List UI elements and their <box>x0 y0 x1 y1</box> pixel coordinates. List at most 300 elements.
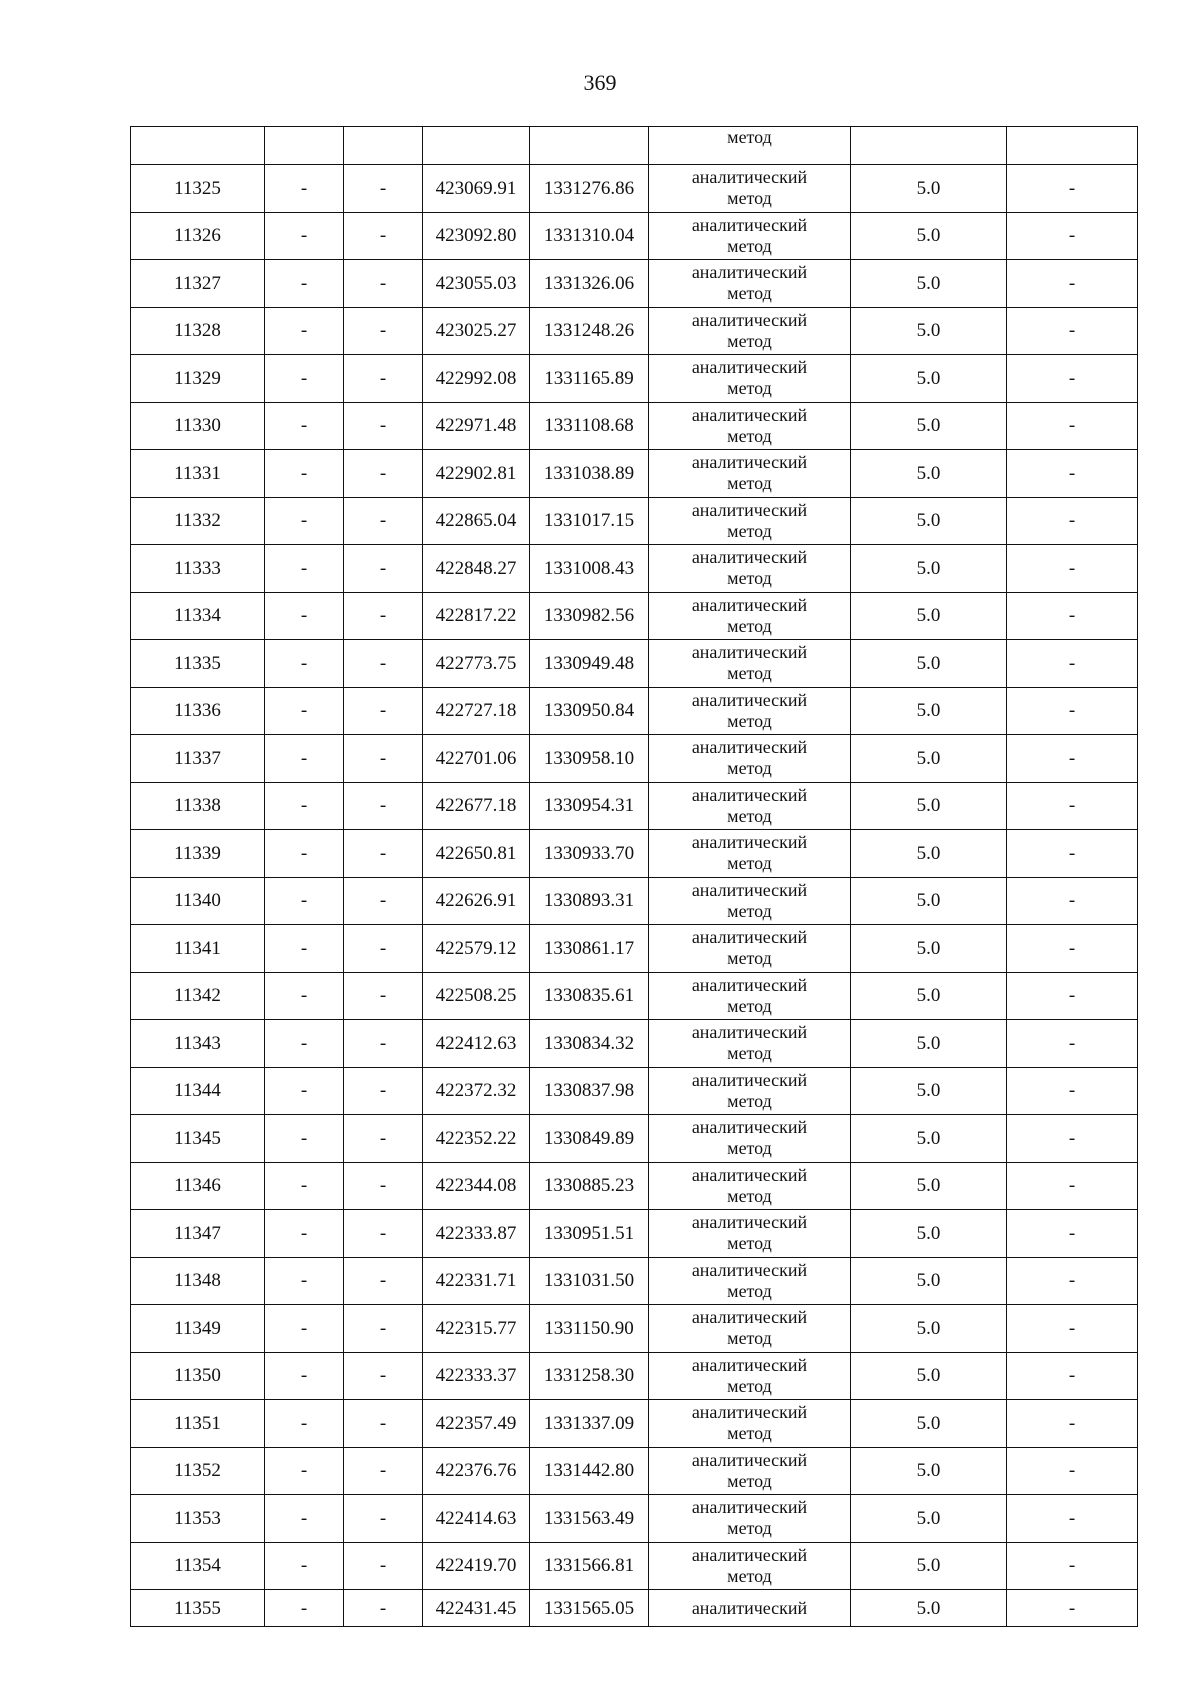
method-cell <box>649 165 851 213</box>
table-row <box>131 592 1138 640</box>
method-cell <box>649 592 851 640</box>
method-line-2: метод <box>727 378 772 399</box>
dash-cell: - <box>344 1305 423 1353</box>
x-coordinate-cell: 423069.91 <box>423 165 530 213</box>
dash-cell: - <box>1007 925 1138 973</box>
point-number-cell: 11348 <box>131 1257 265 1305</box>
table-row <box>131 165 1138 213</box>
method-cell <box>649 877 851 925</box>
x-coordinate-cell: 422992.08 <box>423 355 530 403</box>
accuracy-cell: 5.0 <box>851 1115 1007 1163</box>
method-cell <box>649 830 851 878</box>
dash-cell: - <box>344 1210 423 1258</box>
y-coordinate-cell: 1331565.05 <box>530 1590 649 1627</box>
method-cell <box>649 735 851 783</box>
y-coordinate-cell: 1331017.15 <box>530 497 649 545</box>
y-coordinate-cell: 1330982.56 <box>530 592 649 640</box>
method-line-1: аналитический <box>691 1069 808 1090</box>
x-coordinate-cell: 422650.81 <box>423 830 530 878</box>
dash-cell: - <box>344 925 423 973</box>
method-line-2: метод <box>727 1328 772 1349</box>
dash-cell: - <box>344 497 423 545</box>
method-cell <box>649 1352 851 1400</box>
x-coordinate-cell: 422971.48 <box>423 402 530 450</box>
x-coordinate-cell: 422331.71 <box>423 1257 530 1305</box>
x-coordinate-cell: 422579.12 <box>423 925 530 973</box>
table-row <box>131 1210 1138 1258</box>
dash-cell: - <box>344 1495 423 1543</box>
dash-cell: - <box>344 1115 423 1163</box>
method-line-2: метод <box>727 663 772 684</box>
table-row <box>131 1590 1138 1627</box>
x-coordinate-cell: 422727.18 <box>423 687 530 735</box>
dash-cell: - <box>344 1162 423 1210</box>
dash-cell: - <box>344 402 423 450</box>
method-line-1: аналитический <box>691 1117 808 1138</box>
y-coordinate-cell: 1330835.61 <box>530 972 649 1020</box>
accuracy-cell: 5.0 <box>851 687 1007 735</box>
method-cell <box>649 1020 851 1068</box>
dash-cell: - <box>265 307 344 355</box>
accuracy-cell: 5.0 <box>851 1305 1007 1353</box>
dash-cell: - <box>1007 1067 1138 1115</box>
table-cell <box>530 127 649 165</box>
table-row <box>131 1067 1138 1115</box>
dash-cell: - <box>344 165 423 213</box>
y-coordinate-cell: 1331566.81 <box>530 1542 649 1590</box>
method-cell <box>649 212 851 260</box>
point-number-cell: 11331 <box>131 450 265 498</box>
dash-cell: - <box>1007 1542 1138 1590</box>
dash-cell: - <box>265 1257 344 1305</box>
dash-cell: - <box>1007 1210 1138 1258</box>
accuracy-cell: 5.0 <box>851 450 1007 498</box>
dash-cell: - <box>1007 497 1138 545</box>
dash-cell: - <box>344 640 423 688</box>
point-number-cell: 11338 <box>131 782 265 830</box>
method-line-2: метод <box>727 425 772 446</box>
y-coordinate-cell: 1330933.70 <box>530 830 649 878</box>
method-cell <box>649 1495 851 1543</box>
dash-cell: - <box>1007 1162 1138 1210</box>
accuracy-cell: 5.0 <box>851 1352 1007 1400</box>
dash-cell: - <box>265 592 344 640</box>
accuracy-cell: 5.0 <box>851 830 1007 878</box>
method-cell <box>649 1257 851 1305</box>
method-cell <box>649 402 851 450</box>
coordinates-table <box>130 126 1138 1627</box>
x-coordinate-cell: 422333.37 <box>423 1352 530 1400</box>
method-cell <box>649 1115 851 1163</box>
accuracy-cell: 5.0 <box>851 355 1007 403</box>
dash-cell: - <box>265 545 344 593</box>
x-coordinate-cell: 422344.08 <box>423 1162 530 1210</box>
accuracy-cell: 5.0 <box>851 212 1007 260</box>
table-cell <box>265 127 344 165</box>
method-cell <box>649 972 851 1020</box>
y-coordinate-cell: 1330893.31 <box>530 877 649 925</box>
method-line-2: метод <box>727 758 772 779</box>
dash-cell: - <box>1007 735 1138 783</box>
accuracy-cell: 5.0 <box>851 1067 1007 1115</box>
point-number-cell: 11334 <box>131 592 265 640</box>
method-line-1: аналитический <box>691 547 808 568</box>
method-cell <box>649 355 851 403</box>
table-row <box>131 925 1138 973</box>
method-cell <box>649 1210 851 1258</box>
dash-cell: - <box>344 782 423 830</box>
table-row <box>131 545 1138 593</box>
dash-cell: - <box>344 592 423 640</box>
method-line-1: аналитический <box>691 1402 808 1423</box>
point-number-cell: 11326 <box>131 212 265 260</box>
y-coordinate-cell: 1331248.26 <box>530 307 649 355</box>
point-number-cell: 11336 <box>131 687 265 735</box>
point-number-cell: 11355 <box>131 1590 265 1627</box>
accuracy-cell: 5.0 <box>851 972 1007 1020</box>
point-number-cell: 11327 <box>131 260 265 308</box>
dash-cell: - <box>265 640 344 688</box>
table-row <box>131 1020 1138 1068</box>
dash-cell: - <box>344 687 423 735</box>
method-line-2: метод <box>727 900 772 921</box>
y-coordinate-cell: 1331337.09 <box>530 1400 649 1448</box>
x-coordinate-cell: 422431.45 <box>423 1590 530 1627</box>
accuracy-cell: 5.0 <box>851 402 1007 450</box>
dash-cell: - <box>1007 307 1138 355</box>
method-line-1: аналитический <box>691 1259 808 1280</box>
method-line-1: аналитический <box>691 1212 808 1233</box>
dash-cell: - <box>265 402 344 450</box>
x-coordinate-cell: 422626.91 <box>423 877 530 925</box>
dash-cell: - <box>1007 1590 1138 1627</box>
accuracy-cell: 5.0 <box>851 1400 1007 1448</box>
method-line-2: метод <box>727 1423 772 1444</box>
method-cell <box>649 782 851 830</box>
dash-cell: - <box>344 1352 423 1400</box>
table-row <box>131 830 1138 878</box>
dash-cell: - <box>344 972 423 1020</box>
point-number-cell: 11349 <box>131 1305 265 1353</box>
y-coordinate-cell: 1331442.80 <box>530 1447 649 1495</box>
dash-cell: - <box>1007 212 1138 260</box>
method-line-2: метод <box>727 710 772 731</box>
dash-cell: - <box>1007 972 1138 1020</box>
table-row <box>131 1495 1138 1543</box>
table-row <box>131 1305 1138 1353</box>
dash-cell: - <box>265 355 344 403</box>
method-cell <box>649 1162 851 1210</box>
y-coordinate-cell: 1331165.89 <box>530 355 649 403</box>
dash-cell: - <box>1007 1447 1138 1495</box>
dash-cell: - <box>265 1067 344 1115</box>
y-coordinate-cell: 1330954.31 <box>530 782 649 830</box>
continuation-row <box>131 127 1138 165</box>
y-coordinate-cell: 1330834.32 <box>530 1020 649 1068</box>
dash-cell: - <box>1007 1400 1138 1448</box>
method-line-1: аналитический <box>691 1307 808 1328</box>
x-coordinate-cell: 422419.70 <box>423 1542 530 1590</box>
method-cell <box>649 1305 851 1353</box>
method-line-1: аналитический <box>691 974 808 995</box>
table-row <box>131 1447 1138 1495</box>
y-coordinate-cell: 1330958.10 <box>530 735 649 783</box>
x-coordinate-cell: 422677.18 <box>423 782 530 830</box>
point-number-cell: 11337 <box>131 735 265 783</box>
dash-cell: - <box>344 212 423 260</box>
method-line-1: аналитический <box>691 452 808 473</box>
point-number-cell: 11330 <box>131 402 265 450</box>
method-line-1: аналитический <box>691 1022 808 1043</box>
method-line-1: аналитический <box>691 1544 808 1565</box>
dash-cell: - <box>344 1447 423 1495</box>
point-number-cell: 11341 <box>131 925 265 973</box>
method-cell <box>649 640 851 688</box>
point-number-cell: 11335 <box>131 640 265 688</box>
dash-cell: - <box>1007 1305 1138 1353</box>
dash-cell: - <box>344 1067 423 1115</box>
dash-cell: - <box>344 1400 423 1448</box>
dash-cell: - <box>1007 165 1138 213</box>
x-coordinate-cell: 422412.63 <box>423 1020 530 1068</box>
y-coordinate-cell: 1331326.06 <box>530 260 649 308</box>
method-line-1: аналитический <box>691 404 808 425</box>
dash-cell: - <box>265 687 344 735</box>
method-line-2: метод <box>727 1565 772 1586</box>
y-coordinate-cell: 1331276.86 <box>530 165 649 213</box>
dash-cell: - <box>265 1590 344 1627</box>
dash-cell: - <box>344 307 423 355</box>
point-number-cell: 11351 <box>131 1400 265 1448</box>
accuracy-cell: 5.0 <box>851 1447 1007 1495</box>
y-coordinate-cell: 1330949.48 <box>530 640 649 688</box>
method-line-2: метод <box>727 1090 772 1111</box>
dash-cell: - <box>265 830 344 878</box>
dash-cell: - <box>265 1305 344 1353</box>
dash-cell: - <box>344 877 423 925</box>
accuracy-cell: 5.0 <box>851 1020 1007 1068</box>
method-line-2: метод <box>727 1280 772 1301</box>
point-number-cell: 11340 <box>131 877 265 925</box>
y-coordinate-cell: 1330950.84 <box>530 687 649 735</box>
dash-cell: - <box>1007 450 1138 498</box>
dash-cell: - <box>265 450 344 498</box>
y-coordinate-cell: 1331258.30 <box>530 1352 649 1400</box>
method-cell: метод <box>649 127 851 165</box>
table-row <box>131 1352 1138 1400</box>
method-line-2: метод <box>727 1518 772 1539</box>
method-line-2: метод <box>727 520 772 541</box>
point-number-cell: 11353 <box>131 1495 265 1543</box>
method-cell <box>649 450 851 498</box>
point-number-cell: 11347 <box>131 1210 265 1258</box>
dash-cell: - <box>265 735 344 783</box>
x-coordinate-cell: 422315.77 <box>423 1305 530 1353</box>
method-line-1: аналитический <box>691 927 808 948</box>
table-row <box>131 1162 1138 1210</box>
method-line-1: аналитический <box>691 594 808 615</box>
dash-cell: - <box>265 1400 344 1448</box>
dash-cell: - <box>265 165 344 213</box>
table-row <box>131 782 1138 830</box>
method-line-1: аналитический <box>691 784 808 805</box>
point-number-cell: 11343 <box>131 1020 265 1068</box>
point-number-cell: 11333 <box>131 545 265 593</box>
x-coordinate-cell: 422848.27 <box>423 545 530 593</box>
table-cell <box>344 127 423 165</box>
point-number-cell: 11345 <box>131 1115 265 1163</box>
dash-cell: - <box>1007 640 1138 688</box>
y-coordinate-cell: 1330951.51 <box>530 1210 649 1258</box>
y-coordinate-cell: 1331008.43 <box>530 545 649 593</box>
x-coordinate-cell: 422372.32 <box>423 1067 530 1115</box>
accuracy-cell: 5.0 <box>851 782 1007 830</box>
accuracy-cell: 5.0 <box>851 1495 1007 1543</box>
page-number: 369 <box>583 70 617 95</box>
method-line-2: метод <box>727 1375 772 1396</box>
method-line-1: аналитический <box>691 214 808 235</box>
method-line-1: аналитический <box>691 167 808 188</box>
table-cell <box>851 127 1007 165</box>
dash-cell: - <box>1007 355 1138 403</box>
method-line-1: аналитический <box>691 1449 808 1470</box>
method-line-2: метод <box>727 1470 772 1491</box>
accuracy-cell: 5.0 <box>851 1590 1007 1627</box>
dash-cell: - <box>265 1020 344 1068</box>
method-line-2: метод <box>727 1233 772 1254</box>
table-row <box>131 735 1138 783</box>
table-row <box>131 307 1138 355</box>
dash-cell: - <box>344 1590 423 1627</box>
table-cell <box>423 127 530 165</box>
dash-cell: - <box>265 1115 344 1163</box>
dash-cell: - <box>265 782 344 830</box>
x-coordinate-cell: 422414.63 <box>423 1495 530 1543</box>
method-line-1: аналитический <box>691 642 808 663</box>
method-cell <box>649 260 851 308</box>
dash-cell: - <box>265 1495 344 1543</box>
dash-cell: - <box>344 830 423 878</box>
method-line-1: аналитический <box>691 309 808 330</box>
method-line-2: метод <box>727 1043 772 1064</box>
x-coordinate-cell: 422333.87 <box>423 1210 530 1258</box>
method-line-2: метод <box>727 1138 772 1159</box>
dash-cell: - <box>1007 1352 1138 1400</box>
dash-cell: - <box>265 925 344 973</box>
point-number-cell: 11329 <box>131 355 265 403</box>
method-cell: аналитический <box>649 1590 851 1627</box>
accuracy-cell: 5.0 <box>851 735 1007 783</box>
method-cell <box>649 497 851 545</box>
dash-cell: - <box>1007 1495 1138 1543</box>
accuracy-cell: 5.0 <box>851 307 1007 355</box>
accuracy-cell: 5.0 <box>851 497 1007 545</box>
method-line-2: метод <box>727 330 772 351</box>
method-line-2: метод <box>727 188 772 209</box>
x-coordinate-cell: 422701.06 <box>423 735 530 783</box>
dash-cell: - <box>1007 1115 1138 1163</box>
table-row <box>131 450 1138 498</box>
method-cell <box>649 925 851 973</box>
accuracy-cell: 5.0 <box>851 877 1007 925</box>
y-coordinate-cell: 1331038.89 <box>530 450 649 498</box>
method-line-1: аналитический <box>691 499 808 520</box>
method-cell <box>649 687 851 735</box>
method-cell <box>649 307 851 355</box>
x-coordinate-cell: 422352.22 <box>423 1115 530 1163</box>
table-row <box>131 972 1138 1020</box>
dash-cell: - <box>344 260 423 308</box>
y-coordinate-cell: 1331563.49 <box>530 1495 649 1543</box>
accuracy-cell: 5.0 <box>851 1542 1007 1590</box>
method-line-1: аналитический <box>691 1497 808 1518</box>
dash-cell: - <box>344 545 423 593</box>
x-coordinate-cell: 422817.22 <box>423 592 530 640</box>
dash-cell: - <box>344 1257 423 1305</box>
x-coordinate-cell: 423055.03 <box>423 260 530 308</box>
method-line-2: метод <box>727 1185 772 1206</box>
dash-cell: - <box>265 1162 344 1210</box>
table-row <box>131 687 1138 735</box>
dash-cell: - <box>1007 545 1138 593</box>
point-number-cell: 11332 <box>131 497 265 545</box>
accuracy-cell: 5.0 <box>851 545 1007 593</box>
table-row <box>131 1542 1138 1590</box>
method-line-2: метод <box>727 995 772 1016</box>
accuracy-cell: 5.0 <box>851 592 1007 640</box>
dash-cell: - <box>1007 402 1138 450</box>
point-number-cell: 11328 <box>131 307 265 355</box>
accuracy-cell: 5.0 <box>851 1257 1007 1305</box>
table-row <box>131 212 1138 260</box>
point-number-cell: 11354 <box>131 1542 265 1590</box>
point-number-cell: 11342 <box>131 972 265 1020</box>
method-line-2: метод <box>727 235 772 256</box>
dash-cell: - <box>1007 687 1138 735</box>
x-coordinate-cell: 422773.75 <box>423 640 530 688</box>
method-line-1: аналитический <box>691 262 808 283</box>
x-coordinate-cell: 422376.76 <box>423 1447 530 1495</box>
x-coordinate-cell: 422508.25 <box>423 972 530 1020</box>
y-coordinate-cell: 1330837.98 <box>530 1067 649 1115</box>
method-line-2: метод <box>727 615 772 636</box>
method-line-2: метод <box>727 473 772 494</box>
dash-cell: - <box>1007 1257 1138 1305</box>
table-row <box>131 1115 1138 1163</box>
x-coordinate-cell: 423092.80 <box>423 212 530 260</box>
y-coordinate-cell: 1331031.50 <box>530 1257 649 1305</box>
method-line-1: аналитический <box>691 737 808 758</box>
method-cell <box>649 1542 851 1590</box>
accuracy-cell: 5.0 <box>851 260 1007 308</box>
method-line-2: метод <box>727 948 772 969</box>
dash-cell: - <box>344 355 423 403</box>
table-row <box>131 355 1138 403</box>
method-line-1: аналитический <box>691 689 808 710</box>
accuracy-cell: 5.0 <box>851 165 1007 213</box>
method-cell <box>649 1067 851 1115</box>
point-number-cell: 11346 <box>131 1162 265 1210</box>
table-cell <box>131 127 265 165</box>
dash-cell: - <box>344 450 423 498</box>
dash-cell: - <box>1007 1020 1138 1068</box>
method-line-2: метод <box>727 568 772 589</box>
method-cell <box>649 545 851 593</box>
accuracy-cell: 5.0 <box>851 1162 1007 1210</box>
dash-cell: - <box>265 260 344 308</box>
accuracy-cell: 5.0 <box>851 640 1007 688</box>
dash-cell: - <box>265 1542 344 1590</box>
